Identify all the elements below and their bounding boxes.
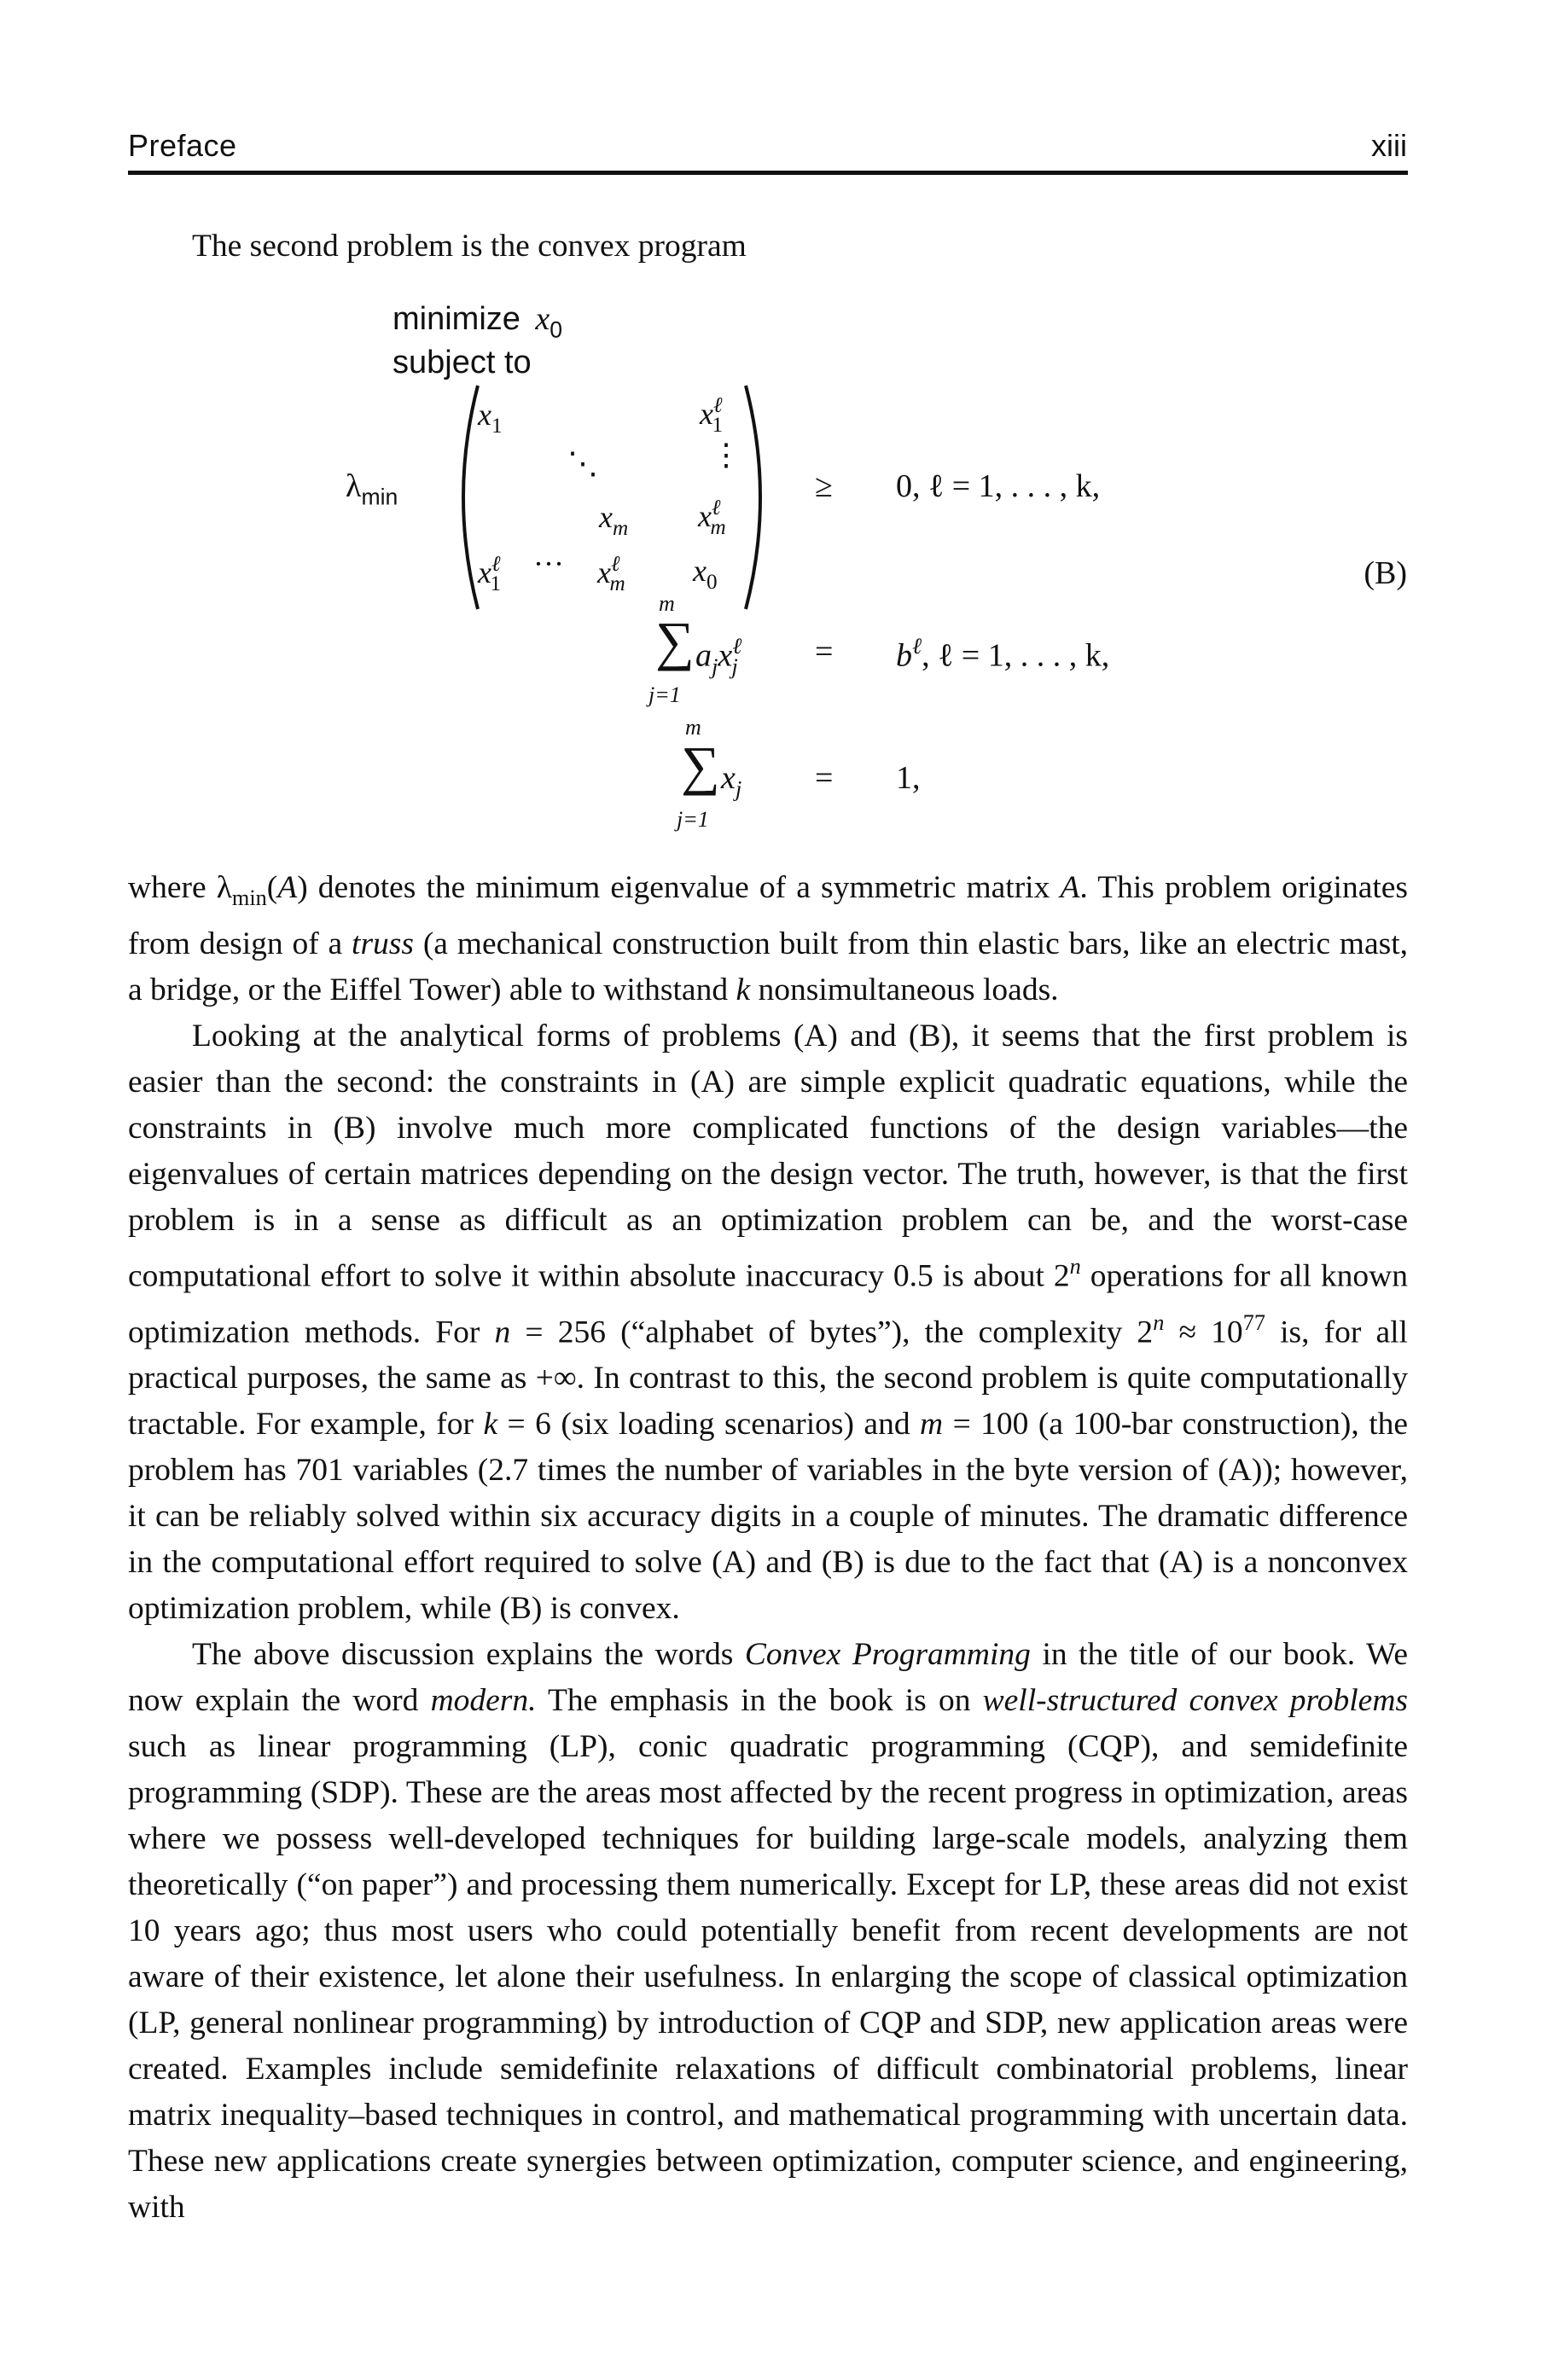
left-big-paren (444, 382, 481, 612)
matrix-vdots: ⋮ (711, 438, 741, 472)
objective-line: minimize $x_0$ (393, 301, 563, 343)
matrix-xm-ell: $x^\ell_m$ (698, 496, 726, 539)
matrix-x0: $x_0$ (693, 554, 718, 594)
header-rule (128, 171, 1408, 175)
rhs-row3: 1, (896, 760, 921, 796)
objective-var: x (535, 301, 550, 337)
objective-label: minimize (393, 301, 520, 337)
paragraph-1: where $\lambda_{min}(A)$ denotes the minimum eigenvalue of a symmetric matrix A. This problem originates from design of a truss (a mechanical construction built from thin elastic bars, like an electric mast, a bridge, or the Eiffel Tower) able to withstand k nonsimultaneous loads. (128, 870, 1408, 1008)
sum1-upper: m (659, 591, 675, 616)
matrix-bottom-x1-ell: $x^\ell_1$ (478, 553, 502, 595)
sum1-body: $a_jx^\ell_j$ (695, 633, 742, 679)
paragraph-3: The above discussion explains the words Convex Programming in the title of our book. We now explain the word modern. The emphasis in the book is on well-structured convex problems such as linear programming (LP), conic quadratic programming (CQP), and semidefinite programming (SDP). These are the areas most affected by the recent progress in optimization, areas where we possess well-developed techniques for building large-scale models, analyzing them theoretically (“on paper”) and processing them numerically. Except for LP, these areas did not exist 10 years ago; thus most users who could potentially benefit from recent developments are not aware of their existence, let alone their usefulness. In enlarging the scope of classical optimization (LP, general nonlinear programming) by introduction of CQP and SDP, new application areas were created. Examples include semidefinite relaxations of difficult combinatorial problems, linear matrix inequality–based techniques in control, and mathematical programming with uncertain data. These new applications create synergies between optimization, computer science, and engineering, with (128, 1637, 1409, 2226)
relation-geq: ≥ (815, 468, 833, 504)
intro-sentence: The second problem is the convex program (192, 229, 747, 264)
sum2-lower: j=1 (677, 807, 709, 832)
body-text (128, 865, 1408, 2231)
relation-eq-2: = (815, 760, 834, 796)
sum2-upper: m (685, 715, 701, 740)
page-number: xiii (1371, 128, 1407, 163)
matrix-x1: $x_1$ (478, 398, 503, 438)
matrix-x1-ell: $x^\ell_1$ (700, 394, 724, 437)
matrix-hdots: ··· (533, 547, 564, 581)
sum2-sigma: ∑ (681, 735, 720, 796)
equation-tag-B: (B) (1364, 555, 1407, 591)
paragraph-2: Looking at the analytical forms of problems (A) and (B), it seems that the first problem is easier than the second: the constraints in (A) are simple explicit quadratic equations, while the constraints in (B) involve much more complicated functions of the design variables—the eigenvalues of certain matrices depending on the design vector. The truth, however, is that the first problem is in a sense as difficult as an optimization problem can be, and the worst-case computational effort to solve it within absolute inaccuracy 0.5 is about 2$^n$ operations for all known optimization methods. For n = 256 (“alphabet of bytes”), the complexity $2^n \approx 10^{77}$ is, for all practical purposes, the same as +∞. In contrast to this, the second problem is quite computationally tractable. For example, for k = 6 (six loading scenarios) and m = 100 (a 100-bar construction), the problem has 701 variables (2.7 times the number of variables in the byte version of (A)); however, it can be reliably solved within six accuracy digits in a couple of minutes. The dramatic difference in the computational effort required to solve (A) and (B) is due to the fact that (A) is a nonconvex optimization problem, while (B) is convex. (128, 1019, 1409, 1627)
sum1-sigma: ∑ (655, 611, 695, 671)
relation-eq-1: = (815, 634, 834, 670)
lambda-min: $\lambda_{min}$ (346, 468, 398, 510)
constraint-label: subject to (393, 345, 532, 380)
matrix-ddots: ⋱ (567, 446, 598, 480)
sum1-lower: j=1 (648, 682, 681, 707)
running-head-section: Preface (128, 128, 237, 163)
sum2-body: $x_j$ (721, 760, 742, 802)
matrix-bottom-xm-ell: $x^\ell_m$ (597, 553, 625, 595)
right-big-paren (742, 382, 780, 612)
rhs-row1: 0, ℓ = 1, . . . , k, (896, 468, 1101, 504)
matrix-xm: $x_m$ (599, 500, 629, 540)
rhs-row2: $b^\ell$, ℓ = 1, . . . , k, (896, 633, 1110, 674)
